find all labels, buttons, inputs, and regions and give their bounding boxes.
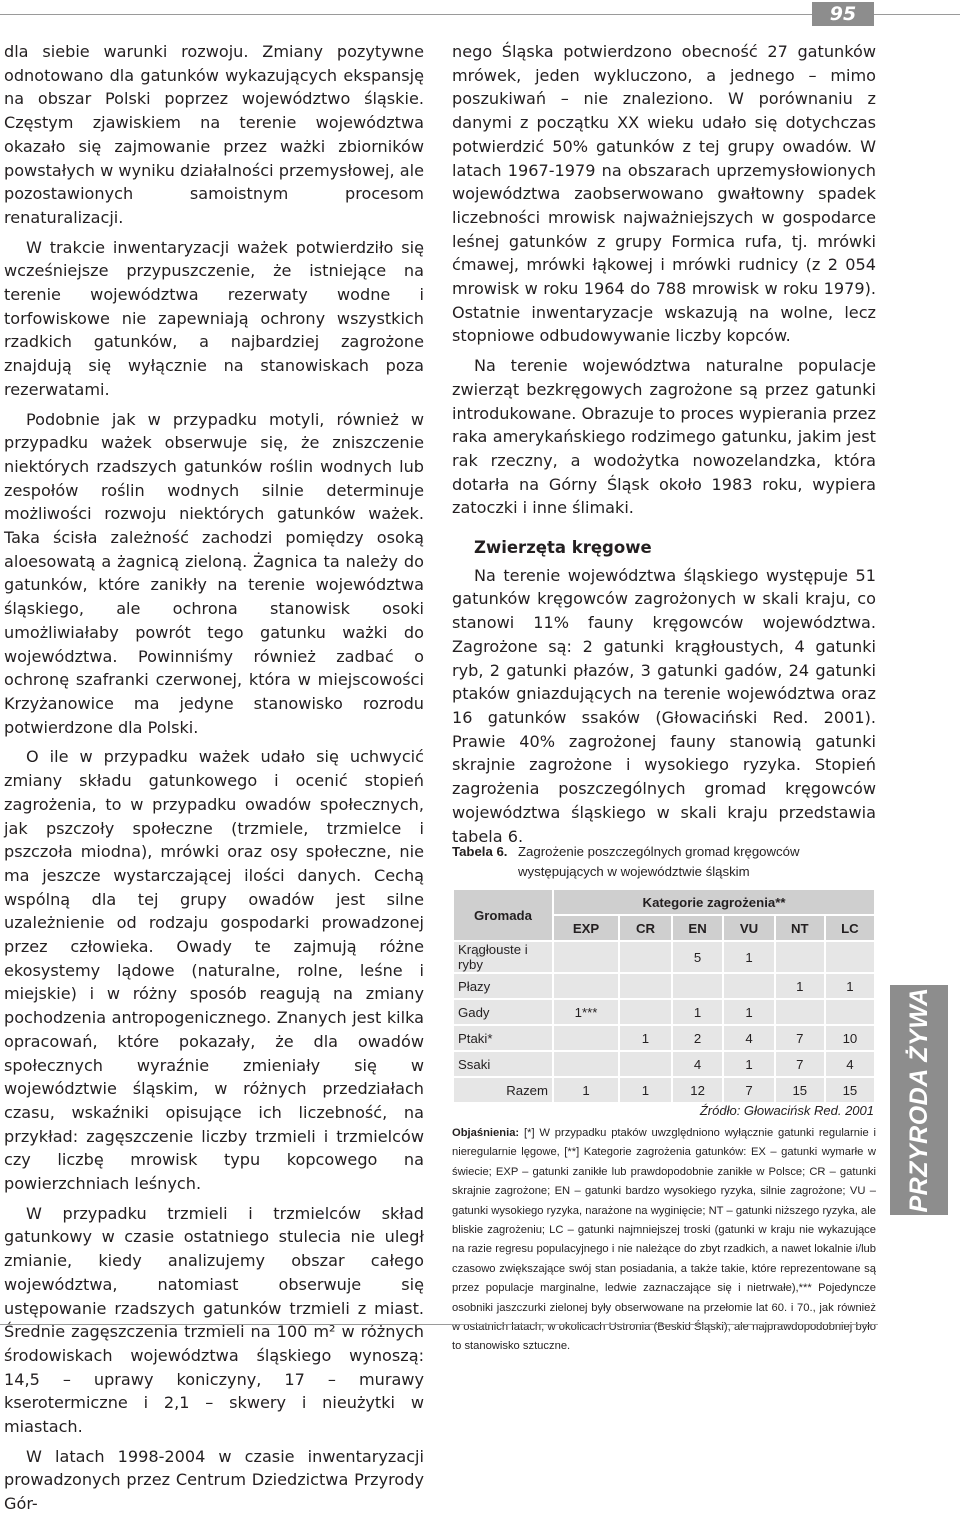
paragraph: W trakcie inwentaryzacji ważek potwierdziło się wcześniejsze przypuszczenie, że istniejące na terenie województwa rezerwaty wodne i torfowiskowe nie zapewniają ochrony wszystkich rzadkich gatunków, a najbardziej zagrożone znajdują się wyłącznie na stanowiskach poza rezerwatami. xyxy=(4,237,424,399)
table-cell xyxy=(619,941,672,973)
row-header-title: Gromada xyxy=(453,889,553,941)
table-cell xyxy=(553,941,619,973)
table-cell: 1 xyxy=(723,941,774,973)
row-label: Razem xyxy=(453,1077,553,1103)
table-row xyxy=(453,1051,875,1077)
table-row xyxy=(453,1025,875,1051)
paragraph: W latach 1998-2004 w czasie inwentaryzacji prowadzonych przez Centrum Dziedzictwa Przyrody Gór- xyxy=(4,1446,424,1514)
notes-text: [*] W przypadku ptaków uwzględniono wyłącznie gatunki regularnie i nieregularnie lęgowe, [**] Kategorie zagrożenia gatunków: EX – gatunki wymarłe w świecie; EXP – gatunki zanikłe lub prawdopodobnie zanikłe w Polsce; CR – gatunki skrajnie zagrożone; EN – gatunki bardzo wysokiego ryzyka, silnie zagrożone; VU – gatunki wysokiego ryzyka, narażone na wyginięcie; NT – gatunki niższego ryzyka, ale bliskie zagrożeniu; LC – gatunki najmniejszej troski (gatunki w kraju nie wykazujące na razie regresu populacyjnego i nie należące do zbyt rzadkich, a nawet lokalnie i/lub czasowo zwiększające swój stan posiadania, a także takie, które reprezentowane są przez populacje marginalne, ledwie zaznaczające się i nietrwałe),*** Pojedyncze osobniki jaszczurki zielonej były obserwowane na przełomie lat 60. i 70., jak również w ostatnich latach, w okolicach Ustronia (Beskid Śląski), ale najprawdopodobniej było to stanowisko sztuczne. xyxy=(452,1127,876,1353)
table-cell: 1 xyxy=(619,1025,672,1051)
table-row xyxy=(453,941,875,973)
table-cell: 7 xyxy=(775,1051,825,1077)
table-cell xyxy=(672,973,723,999)
table-cell: 12 xyxy=(672,1077,723,1103)
column-header: EXP xyxy=(553,915,619,941)
column-header: VU xyxy=(723,915,774,941)
paragraph: nego Śląska potwierdzono obecność 27 gatunków mrówek, jeden wykluczono, a jednego – mimo poszukiwań – nie znaleziono. W porównaniu z danymi z początku XX wieku udało się dotychczas potwierdzić 50% gatunków z tej grupy owadów. W latach 1967-1979 na obszarach uprzemysłowionych województwa zaobserwowano gwałtowny spadek liczebności mrowisk najważniejszych w gospodarce leśnej gatunków z grupy Formica rufa, tj. mrówki ćmawej, mrówki łąkowej i mrówki rudnicy (z 2 054 mrowisk w roku 1964 do 788 mrowisk w roku 1979). Ostatnie inwentaryzacje wskazują na wolne, lecz stopniowe odbudowywanie liczby kopców. xyxy=(452,42,876,346)
table-cell xyxy=(553,973,619,999)
table-cell: 2 xyxy=(672,1025,723,1051)
table-total-row xyxy=(453,1077,875,1103)
page-number: 95 xyxy=(812,2,874,26)
table-cell: 7 xyxy=(723,1077,774,1103)
left-column xyxy=(4,40,424,1522)
row-label: Ssaki xyxy=(453,1051,553,1077)
section-heading: Zwierzęta kręgowe xyxy=(474,538,652,558)
table-row xyxy=(453,973,875,999)
table-cell xyxy=(775,941,825,973)
threat-table xyxy=(452,888,876,1104)
table-cell xyxy=(619,999,672,1025)
table-cell xyxy=(619,1051,672,1077)
paragraph: W przypadku trzmieli i trzmielców skład gatunkowy w czasie ostatniego stulecia nie uległ zmianie, kiedy analizujemy obszar całego województwa, natomiast obserwuje się ustępowanie rzadszych gatunków trzmieli z miast. Średnie zagęszczenia trzmieli na 100 m² w różnych środowiskach województwa śląskiego wynoszą: 14,5 – uprawy koniczyny, 17 – murawy kserotermiczne i 2,1 – skwery i nieużytki w miastach. xyxy=(4,1203,424,1437)
paragraph: Podobnie jak w przypadku motyli, również w przypadku ważek obserwuje się, że zniszczenie niektórych rzadszych gatunków roślin wodnych lub zespołów roślin wodnych silnie determinuje możliwości rozwoju niektórych gatunków ważek. Taka ścisła zależność zachodzi pomiędzy osoką aloesowatą a żagnicą zieloną. Żagnica ta należy do gatunków, które zanikły na terenie województwa śląskiego, ale ochrona stanowisk osoki umożliwiałaby powrót tego gatunku ważki do województwa. Powinniśmy również zadbać o ochronę szafranki czerwonej, która w miejscowości Krzyżanowice ma jedyne stanowisko rozrodu potwierdzone dla Polski. xyxy=(4,409,424,737)
table-label: Tabela 6. xyxy=(452,844,508,859)
row-label: Gady xyxy=(453,999,553,1025)
paragraph: Na terenie województwa naturalne populacje zwierząt bezkręgowych zagrożone są przez gatunki introdukowane. Obrazuje to proces wypierania przez raka amerykańskiego rodzimego gatunku, jakim jest rak rzeczny, a wodożytka nowozelandzka, która dotarła na Górny Śląsk około 1983 roku, wypiera zatoczki i inne ślimaki. xyxy=(452,356,876,518)
row-label: Ptaki* xyxy=(453,1025,553,1051)
notes-label: Objaśnienia: xyxy=(452,1127,520,1139)
table-cell xyxy=(619,973,672,999)
table-notes xyxy=(452,1124,876,1357)
table-cell: 4 xyxy=(672,1051,723,1077)
table-cell: 7 xyxy=(775,1025,825,1051)
right-column xyxy=(452,40,876,854)
table-cell: 1 xyxy=(619,1077,672,1103)
table-cell: 15 xyxy=(775,1077,825,1103)
table-cell: 5 xyxy=(672,941,723,973)
table-header-row xyxy=(453,889,875,915)
paragraph: Na terenie województwa śląskiego występuje 51 gatunków kręgowców zagrożonych w skali kraju, co stanowi 11% fauny kręgowców województwa. Zagrożone są: 2 gatunki krągłoustych, 4 gatunki ryb, 2 gatunki płazów, 3 gatunki gadów, 24 gatunki ptaków gniazdujących na terenie województwa oraz 16 gatunków ssaków (Głowaciński Red. 2001). Prawie 40% zagrożonej fauny stanowią gatunki skrajnie zagrożone i wysokiego ryzyka. Stopień zagrożenia poszczególnych gromad kręgowców województwa śląskiego w skali kraju przedstawia tabela 6. xyxy=(452,565,876,846)
table-cell: 4 xyxy=(723,1025,774,1051)
table-cell: 1 xyxy=(775,973,825,999)
table-cell: 1 xyxy=(553,1077,619,1103)
table-cell: 15 xyxy=(825,1077,875,1103)
table-cell xyxy=(775,999,825,1025)
section-side-tab xyxy=(890,985,948,1215)
table-cell: 4 xyxy=(825,1051,875,1077)
table-cell xyxy=(553,1051,619,1077)
table-cell xyxy=(553,1025,619,1051)
paragraph: dla siebie warunki rozwoju. Zmiany pozytywne odnotowano dla gatunków wykazujących ekspansję na obszar Polski poprzez województwo śląskie. Częstym zjawiskiem na terenie województwa okazało się zajmowanie przez ważki zbiorników powstałych w wyniku działalności przemysłowej, ale pozostawionych samoistnym procesom renaturalizacji. xyxy=(4,42,424,227)
table-cell: 1 xyxy=(672,999,723,1025)
paragraph: O ile w przypadku ważek udało się uchwycić zmiany składu gatunkowego i ocenić stopień zagrożenia, to w przypadku owadów społecznych, jak pszczoły społeczne (trzmiele, trzmielce i pszczoła miodna), mrówki oraz osy społeczne, nie ma jeszcze wystarczającej ilości danych. Cechą wspólną dla tej grupy owadów jest silne uzależnienie od rodzaju gospodarki prowadzonej przez człowieka. Owady te zajmują różne ekosystemy lądowe (naturalne, rolne, leśne i miejskie) i w różny sposób reagują na zmiany pochodzenia antropogenicznego. Znanych jest kilka opracowań, które pokazały, że dla owadów społecznych wyraźnie zmieniały się w województwie śląskim, w różnych przedziałach czasu, wskaźniki opisujące ich liczebność, na przykład: zagęszczenie liczby trzmieli i trzmielców czy liczbę mrowisk typu kopcowego na powierzchniach leśnych. xyxy=(4,747,424,1194)
table-cell xyxy=(723,973,774,999)
table-cell xyxy=(825,999,875,1025)
table-cell: 10 xyxy=(825,1025,875,1051)
row-label: Krągłouste i ryby xyxy=(453,941,553,973)
group-header: Kategorie zagrożenia** xyxy=(553,889,875,915)
table-row xyxy=(453,999,875,1025)
row-label: Płazy xyxy=(453,973,553,999)
table-cell: 1 xyxy=(723,999,774,1025)
table-cell: 1 xyxy=(825,973,875,999)
column-header: CR xyxy=(619,915,672,941)
table-cell: 1*** xyxy=(553,999,619,1025)
table-caption-text: Zagrożenie poszczególnych gromad kręgowców występujących w województwie śląskim xyxy=(518,844,800,879)
column-header: LC xyxy=(825,915,875,941)
table-cell xyxy=(825,941,875,973)
column-header: EN xyxy=(672,915,723,941)
side-tab-label: PRZYRODA ŻYWA xyxy=(905,987,933,1213)
table-cell: 1 xyxy=(723,1051,774,1077)
column-header: NT xyxy=(775,915,825,941)
bottom-rule xyxy=(0,1324,878,1325)
table-source: Źródło: Głowacińsk Red. 2001 xyxy=(699,1103,874,1118)
